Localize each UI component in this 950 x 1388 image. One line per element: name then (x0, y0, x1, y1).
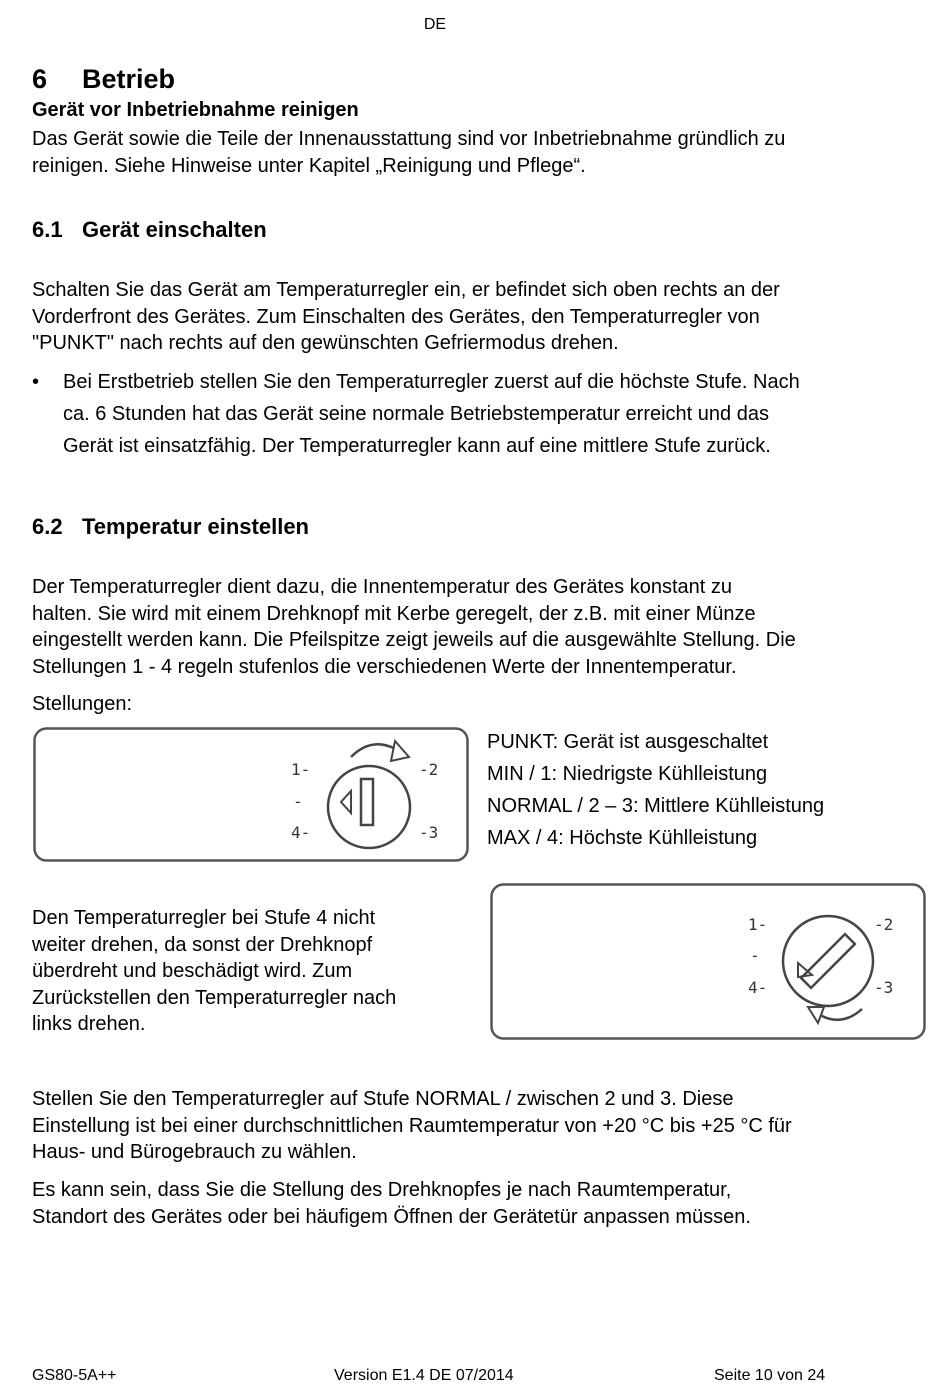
position-legend (487, 726, 824, 854)
dial-pointer-icon (341, 791, 351, 813)
language-code: DE (423, 16, 447, 33)
rotate-arrowhead-icon (808, 1007, 824, 1023)
legend-item: NORMAL / 2 – 3: Mittlere Kühlleistung (487, 795, 825, 817)
subsection-title: Gerät einschalten (82, 217, 267, 242)
text-line: Stellungen 1 - 4 regeln stufenlos die verschiedenen Werte der Innentemperatur. (32, 655, 737, 678)
footer-version: Version E1.4 DE 07/2014 (334, 1367, 514, 1384)
temperature-paragraph (32, 574, 922, 680)
bullet-item (32, 366, 922, 466)
section-number: 6 (32, 64, 48, 94)
text-line: Standort des Gerätes oder bei häufigem Öffnen der Gerätetür anpassen müssen. (32, 1205, 751, 1228)
text-line: Gerät ist einsatzfähig. Der Temperaturregler kann auf eine mittlere Stufe zurück. (63, 435, 771, 457)
dial-label-4: 4- (291, 823, 311, 842)
text-line: überdreht und beschädigt wird. Zum (32, 960, 353, 982)
dial-label-1: 1- (291, 760, 311, 779)
adjust-paragraph (32, 1177, 922, 1230)
text-line: links drehen. (32, 1013, 146, 1035)
text-line: weiter drehen, da sonst der Drehknopf (32, 933, 373, 956)
dial-diagram-off (33, 727, 469, 863)
text-line: ca. 6 Stunden hat das Gerät seine normale Betriebstemperatur erreicht und das (63, 403, 769, 425)
text-line: Haus- und Bürogebrauch zu wählen. (32, 1141, 357, 1163)
switch-on-paragraph (32, 277, 922, 357)
text-line: Schalten Sie das Gerät am Temperaturregler ein, er befindet sich oben rechts an der (32, 279, 780, 301)
legend-item: MIN / 1: Niedrigste Kühlleistung (487, 763, 768, 785)
text-line: Einstellung ist bei einer durchschnittlichen Raumtemperatur von +20 °C bis +25 °C für (32, 1114, 792, 1137)
dial-notch (801, 934, 855, 988)
cleaning-heading: Gerät vor Inbetriebnahme reinigen (32, 99, 359, 121)
subsection-heading-6-1 (32, 217, 267, 243)
subsection-title: Temperatur einstellen (82, 514, 309, 539)
text-line: halten. Sie wird mit einem Drehknopf mit Kerbe geregelt, der z.B. mit einer Münze (32, 602, 756, 625)
legend-item: MAX / 4: Höchste Kühlleistung (487, 827, 758, 849)
text-line: reinigen. Siehe Hinweise unter Kapitel „Reinigung und Pflege“. (32, 154, 586, 177)
text-line: eingestellt werden kann. Die Pfeilspitze zeigt jeweils auf die ausgewählte Stellung. Die (32, 629, 796, 651)
footer-model: GS80-5A++ (32, 1367, 117, 1384)
text-line: Das Gerät sowie die Teile der Innenausstattung sind vor Inbetriebnahme gründlich zu (32, 128, 786, 150)
text-line: Zurückstellen den Temperaturregler nach (32, 986, 397, 1009)
bullet-icon: • (32, 371, 40, 393)
footer-page-number: Seite 10 von 24 (714, 1367, 826, 1384)
subsection-number: 6.2 (32, 514, 63, 539)
text-line: "PUNKT" nach rechts auf den gewünschten Gefriermodus drehen. (32, 332, 619, 354)
subsection-number: 6.1 (32, 217, 63, 242)
text-line: Der Temperaturregler dient dazu, die Innentemperatur des Gerätes konstant zu (32, 576, 733, 598)
section-title: Betrieb (82, 64, 176, 94)
dial-label-2: -2 (419, 760, 439, 779)
text-line: Es kann sein, dass Sie die Stellung des Drehknopfes je nach Raumtemperatur, (32, 1179, 732, 1201)
dial-label-dot: - (293, 792, 303, 811)
warning-paragraph (32, 905, 472, 1038)
rotate-arrow-icon (820, 1009, 862, 1020)
diagram-frame (492, 885, 925, 1039)
normal-setting-paragraph (32, 1086, 922, 1166)
dial-label-3: -3 (874, 978, 894, 997)
section-heading (32, 64, 175, 95)
dial-label-3: -3 (419, 823, 439, 842)
subsection-heading-6-2 (32, 514, 309, 540)
dial-diagram-max (490, 883, 926, 1041)
text-line: Den Temperaturregler bei Stufe 4 nicht (32, 907, 376, 929)
legend-item: PUNKT: Gerät ist ausgeschaltet (487, 731, 769, 753)
rotate-arrowhead-icon (391, 741, 409, 761)
text-line: Stellen Sie den Temperaturregler auf Stufe NORMAL / zwischen 2 und 3. Diese (32, 1088, 734, 1110)
text-line: Vorderfront des Gerätes. Zum Einschalten des Gerätes, den Temperaturregler von (32, 305, 760, 328)
cleaning-paragraph (32, 126, 922, 179)
bullet-text (63, 366, 933, 462)
text-line: Bei Erstbetrieb stellen Sie den Temperaturregler zuerst auf die höchste Stufe. Nach (63, 371, 800, 393)
dial-label-dot: - (750, 946, 760, 965)
dial-label-2: -2 (874, 915, 894, 934)
dial-label-4: 4- (748, 978, 768, 997)
positions-label: Stellungen: (32, 693, 133, 715)
dial-notch (361, 779, 373, 825)
dial-knob (783, 916, 873, 1006)
dial-label-1: 1- (748, 915, 768, 934)
